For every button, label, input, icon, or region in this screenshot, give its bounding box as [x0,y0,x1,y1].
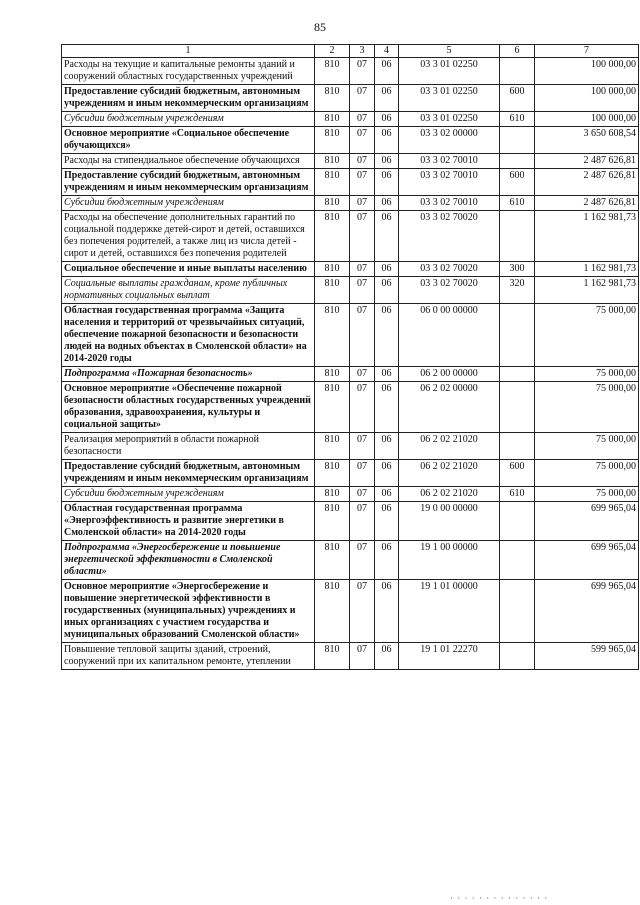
row-c4-cell: 06 [375,382,399,433]
budget-table [61,44,639,670]
row-c5-cell: 19 1 01 22270 [399,643,500,670]
table-header-row [62,45,639,58]
row-c6-cell: 610 [500,196,535,211]
row-name-cell: Подпрограмма «Энергосбережение и повышение энергетической эффективности в Смоленской области» [62,541,315,580]
row-c5-cell: 03 3 02 70020 [399,211,500,262]
row-c2-cell: 810 [315,367,350,382]
row-c3-cell: 07 [350,127,375,154]
row-c2-cell: 810 [315,541,350,580]
row-c7-cell: 75 000,00 [535,382,639,433]
row-name-cell: Подпрограмма «Пожарная безопасность» [62,367,315,382]
row-c2-cell: 810 [315,58,350,85]
row-c7-cell: 3 650 608,54 [535,127,639,154]
row-c4-cell: 06 [375,580,399,643]
table-row [62,85,639,112]
row-c2-cell: 810 [315,112,350,127]
table-row [62,643,639,670]
row-c2-cell: 810 [315,262,350,277]
row-c6-cell: 320 [500,277,535,304]
row-c4-cell: 06 [375,277,399,304]
row-c3-cell: 07 [350,541,375,580]
row-c3-cell: 07 [350,196,375,211]
row-c2-cell: 810 [315,127,350,154]
row-name-cell: Предоставление субсидий бюджетным, автономным учреждениям и иным некоммерческим организациям [62,169,315,196]
row-c4-cell: 06 [375,112,399,127]
row-c4-cell: 06 [375,367,399,382]
row-c6-cell [500,211,535,262]
header-col-6: 6 [500,45,535,58]
header-col-3: 3 [350,45,375,58]
row-c6-cell [500,304,535,367]
row-c3-cell: 07 [350,502,375,541]
header-col-4: 4 [375,45,399,58]
row-c3-cell: 07 [350,580,375,643]
row-name-cell: Расходы на стипендиальное обеспечение обучающихся [62,154,315,169]
table-row [62,433,639,460]
table-row [62,58,639,85]
row-c6-cell [500,382,535,433]
row-c3-cell: 07 [350,211,375,262]
row-c3-cell: 07 [350,643,375,670]
row-name-cell: Социальные выплаты гражданам, кроме публичных нормативных социальных выплат [62,277,315,304]
row-c2-cell: 810 [315,502,350,541]
row-c7-cell: 100 000,00 [535,112,639,127]
row-c2-cell: 810 [315,382,350,433]
table-row [62,382,639,433]
row-c5-cell: 19 1 00 00000 [399,541,500,580]
row-c2-cell: 810 [315,487,350,502]
row-c3-cell: 07 [350,154,375,169]
row-c5-cell: 03 3 01 02250 [399,112,500,127]
row-c4-cell: 06 [375,169,399,196]
row-c5-cell: 19 1 01 00000 [399,580,500,643]
table-row [62,112,639,127]
row-name-cell: Субсидии бюджетным учреждениям [62,196,315,211]
row-c7-cell: 100 000,00 [535,85,639,112]
row-c2-cell: 810 [315,154,350,169]
row-name-cell: Основное мероприятие «Социальное обеспечение обучающихся» [62,127,315,154]
row-c4-cell: 06 [375,262,399,277]
row-c5-cell: 03 3 01 02250 [399,58,500,85]
row-c3-cell: 07 [350,277,375,304]
row-name-cell: Областная государственная программа «Защита населения и территорий от чрезвычайных ситуаций, обеспечение пожарной безопасности и безопасности людей на водных объектах в Смоленской области» на 2014-2020 годы [62,304,315,367]
row-c7-cell: 75 000,00 [535,367,639,382]
row-c7-cell: 100 000,00 [535,58,639,85]
row-c6-cell [500,127,535,154]
row-c6-cell: 600 [500,85,535,112]
row-c7-cell: 75 000,00 [535,433,639,460]
row-c4-cell: 06 [375,433,399,460]
row-c7-cell: 2 487 626,81 [535,169,639,196]
table-row [62,460,639,487]
row-c3-cell: 07 [350,460,375,487]
row-c5-cell: 19 0 00 00000 [399,502,500,541]
row-c7-cell: 1 162 981,73 [535,211,639,262]
row-c6-cell [500,58,535,85]
row-c3-cell: 07 [350,382,375,433]
row-c5-cell: 03 3 02 70010 [399,154,500,169]
row-c7-cell: 1 162 981,73 [535,277,639,304]
table-row [62,502,639,541]
row-c3-cell: 07 [350,433,375,460]
table-row [62,277,639,304]
header-col-5: 5 [399,45,500,58]
row-name-cell: Предоставление субсидий бюджетным, автономным учреждениям и иным некоммерческим организациям [62,460,315,487]
row-c4-cell: 06 [375,127,399,154]
row-c7-cell: 2 487 626,81 [535,196,639,211]
table-row [62,262,639,277]
table-row [62,211,639,262]
row-c6-cell [500,502,535,541]
row-c6-cell [500,367,535,382]
table-row [62,196,639,211]
table-row [62,127,639,154]
row-c4-cell: 06 [375,196,399,211]
table-row [62,304,639,367]
row-c7-cell: 699 965,04 [535,580,639,643]
row-c7-cell: 75 000,00 [535,304,639,367]
row-c2-cell: 810 [315,277,350,304]
row-c2-cell: 810 [315,460,350,487]
row-c6-cell [500,154,535,169]
row-name-cell: Повышение тепловой защиты зданий, строений, сооружений при их капитальном ремонте, утеплении [62,643,315,670]
row-c6-cell [500,433,535,460]
row-c6-cell: 600 [500,169,535,196]
row-name-cell: Субсидии бюджетным учреждениям [62,487,315,502]
table-row [62,580,639,643]
row-c5-cell: 06 0 00 00000 [399,304,500,367]
row-name-cell: Расходы на обеспечение дополнительных гарантий по социальной поддержке детей-сирот и детей, оставшихся без попечения родителей, а также лиц из числа детей - сирот и детей, оставшихся без попечения родителей [62,211,315,262]
row-c6-cell [500,643,535,670]
row-c6-cell: 610 [500,112,535,127]
row-c4-cell: 06 [375,502,399,541]
row-c5-cell: 06 2 02 00000 [399,382,500,433]
row-c3-cell: 07 [350,112,375,127]
row-c5-cell: 06 2 02 21020 [399,487,500,502]
row-name-cell: Субсидии бюджетным учреждениям [62,112,315,127]
row-c7-cell: 699 965,04 [535,541,639,580]
page-number: 85 [314,20,326,34]
row-c3-cell: 07 [350,262,375,277]
row-c2-cell: 810 [315,85,350,112]
row-c7-cell: 599 965,04 [535,643,639,670]
row-c6-cell: 610 [500,487,535,502]
header-col-2: 2 [315,45,350,58]
row-c4-cell: 06 [375,211,399,262]
row-c6-cell [500,580,535,643]
row-c3-cell: 07 [350,58,375,85]
row-c3-cell: 07 [350,85,375,112]
row-name-cell: Областная государственная программа «Энергоэффективность и развитие энергетики в Смоленской области» на 2014-2020 годы [62,502,315,541]
row-c7-cell: 75 000,00 [535,460,639,487]
row-c2-cell: 810 [315,643,350,670]
row-c7-cell: 75 000,00 [535,487,639,502]
row-c4-cell: 06 [375,58,399,85]
row-c6-cell: 600 [500,460,535,487]
row-name-cell: Основное мероприятие «Энергосбережение и повышение энергетической эффективности в государственных (муниципальных) учреждениях и иных организациях с участием государства и муниципальных образований Смоленской области» [62,580,315,643]
row-c3-cell: 07 [350,304,375,367]
row-c4-cell: 06 [375,154,399,169]
row-c5-cell: 03 3 02 70010 [399,196,500,211]
row-c5-cell: 03 3 02 70020 [399,262,500,277]
row-c4-cell: 06 [375,487,399,502]
row-c3-cell: 07 [350,169,375,196]
row-c5-cell: 06 2 00 00000 [399,367,500,382]
row-c3-cell: 07 [350,367,375,382]
row-c5-cell: 03 3 02 70010 [399,169,500,196]
row-c2-cell: 810 [315,196,350,211]
row-c5-cell: 06 2 02 21020 [399,460,500,487]
row-c2-cell: 810 [315,211,350,262]
table-row [62,541,639,580]
row-c2-cell: 810 [315,304,350,367]
header-col-1: 1 [62,45,315,58]
row-name-cell: Основное мероприятие «Обеспечение пожарной безопасности областных государственных учреждений образования, здравоохранения, культуры и социальной защиты» [62,382,315,433]
row-c2-cell: 810 [315,580,350,643]
row-c6-cell [500,541,535,580]
row-c4-cell: 06 [375,460,399,487]
row-name-cell: Расходы на текущие и капитальные ремонты зданий и сооружений областных государственных учреждений [62,58,315,85]
row-c3-cell: 07 [350,487,375,502]
row-name-cell: Социальное обеспечение и иные выплаты населению [62,262,315,277]
row-c4-cell: 06 [375,541,399,580]
row-c7-cell: 1 162 981,73 [535,262,639,277]
scan-footer-mark: · · · · · · · · · · · · · · [450,893,549,903]
row-c2-cell: 810 [315,169,350,196]
row-c5-cell: 03 3 02 70020 [399,277,500,304]
table-row [62,154,639,169]
table-row [62,169,639,196]
row-name-cell: Предоставление субсидий бюджетным, автономным учреждениям и иным некоммерческим организациям [62,85,315,112]
row-c6-cell: 300 [500,262,535,277]
row-c5-cell: 06 2 02 21020 [399,433,500,460]
row-c4-cell: 06 [375,643,399,670]
row-c4-cell: 06 [375,85,399,112]
row-c4-cell: 06 [375,304,399,367]
row-c5-cell: 03 3 02 00000 [399,127,500,154]
row-name-cell: Реализация мероприятий в области пожарной безопасности [62,433,315,460]
header-col-7: 7 [535,45,639,58]
row-c7-cell: 699 965,04 [535,502,639,541]
row-c7-cell: 2 487 626,81 [535,154,639,169]
table-row [62,367,639,382]
row-c5-cell: 03 3 01 02250 [399,85,500,112]
row-c2-cell: 810 [315,433,350,460]
table-row [62,487,639,502]
